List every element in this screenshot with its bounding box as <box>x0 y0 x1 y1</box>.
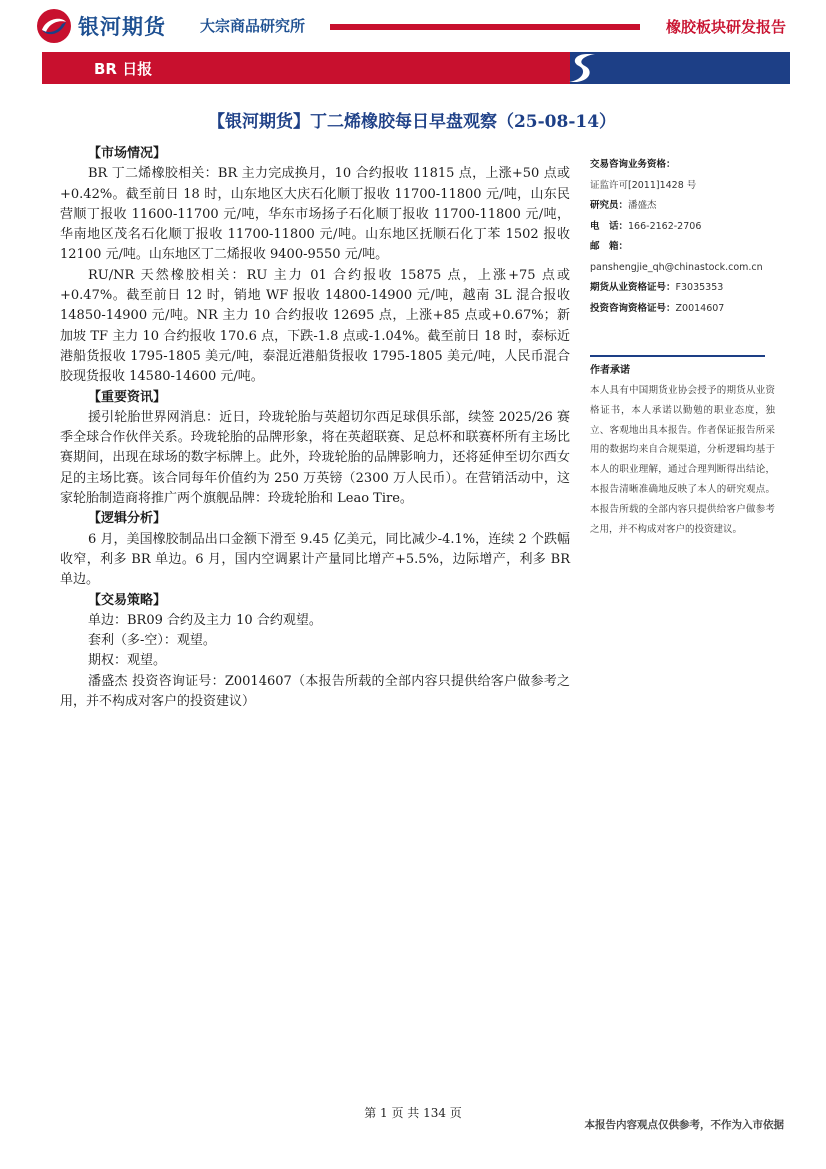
analyst-note: 潘盛杰 投资咨询证号：Z0014607（本报告所载的全部内容只提供给客户做参考之用，并不构成对客户的投资建议） <box>60 673 570 710</box>
header-red-rule <box>330 24 640 30</box>
invest-cert-number: Z0014607 <box>675 302 725 314</box>
paragraph-nr-market: RU/NR 天然橡胶相关：RU 主力 01 合约报收 15875 点，上涨+75 点或+0.47%。截至前日 12 时，销地 WF 报收 14800-14900 元/吨，越南 3L 混合报收 14850-14900 元/吨。NR 主力 10 合约报收 12695 点，上涨+85 点或+0.67%；新加坡 TF 主力 10 合约报收 170.6 点，下跌-1.8 点或-1.04%。截至前日 18 时，泰标近港船货报收 1795-1805 美元/吨，泰混近港船货报收 1795-1805 美元/吨，人民币混合胶现货报收 14580-14600 元/吨。 <box>60 267 570 385</box>
researcher-name: 潘盛杰 <box>628 200 657 211</box>
page-number: 第 1 页 共 134 页 <box>364 1106 462 1120</box>
sidebar-analyst-info <box>590 155 780 539</box>
qualification-label: 交易咨询业务资格： <box>590 159 676 170</box>
phone-label: 电 话： <box>590 220 629 232</box>
researcher-label: 研究员： <box>590 200 629 211</box>
company-name: 银河期货 <box>78 15 166 39</box>
futures-cert-number: F3035353 <box>675 282 724 293</box>
pledge-heading: 作者承诺 <box>590 365 630 376</box>
paragraph-logic: 6 月，美国橡胶制品出口金额下滑至 9.45 亿美元，同比减少-4.1%，连续 2 个跌幅收窄，利多 BR 单边。6 月，国内空调累计产量同比增产+5.5%，边际增产，利多 BR 单边。 <box>60 531 570 588</box>
strategy-options: 期权：观望。 <box>88 653 167 669</box>
invest-cert-label: 投资咨询资格证号： <box>590 302 676 314</box>
license-number: 证监许可[2011]1428 号 <box>590 179 697 191</box>
email-address[interactable]: panshengjie_qh@chinastock.com.cn <box>590 261 763 273</box>
report-body <box>60 144 570 712</box>
report-type: 橡胶板块研发报告 <box>665 18 786 36</box>
paragraph-br-market: BR 丁二烯橡胶相关：BR 主力完成换月，10 合约报收 11815 点，上涨+50 点或+0.42%。截至前日 18 时，山东地区大庆石化顺丁报收 11700-11800 元/吨，山东民营顺丁报收 11600-11700 元/吨，华东市场扬子石化顺丁报收 11700-11800 元/吨，华南地区茂名石化顺丁报收 11700-11800 元/吨。山东地区抚顺石化丁苯 1502 报收 12100 元/吨。山东地区丁二烯报收 9400-9550 元/吨。 <box>60 166 570 263</box>
company-logo <box>36 8 186 44</box>
section-heading-market: 【市场情况】 <box>88 146 167 161</box>
section-heading-logic: 【逻辑分析】 <box>88 511 167 527</box>
sidebar-divider <box>590 355 765 357</box>
paragraph-news: 援引轮胎世界网消息：近日，玲珑轮胎与英超切尔西足球俱乐部，续签 2025/26 赛季全球合作伙伴关系。玲珑轮胎的品牌形象，将在英超联赛、足总杯和联赛杯所有主场比赛期间，出现在球场的数字标牌上。此外，玲珑轮胎的品牌影响力，还将延伸至切尔西女足的主场比赛。该合同每年价值约为 250 万英镑（2300 万人民币）。在营销活动中，这家轮胎制造商将推广两个旗舰品牌：玲珑轮胎和 Leao Tire。 <box>60 409 570 507</box>
page-title: 【银河期货】丁二烯橡胶每日早盘观察（25-08-14） <box>207 112 617 132</box>
disclaimer-note: 本报告内容观点仅供参考，不作为入市依据 <box>584 1119 784 1131</box>
galaxy-logo-icon <box>36 8 72 44</box>
section-heading-strategy: 【交易策略】 <box>88 592 167 608</box>
strategy-single: 单边：BR09 合约及主力 10 合约观望。 <box>88 612 322 628</box>
banner-title: BR 日报 <box>94 60 153 78</box>
futures-cert-label: 期货从业资格证号： <box>590 282 676 293</box>
swoosh-icon <box>557 52 607 84</box>
strategy-arbitrage: 套利（多-空）：观望。 <box>88 633 216 649</box>
institute-name: 大宗商品研究所 <box>200 17 306 35</box>
report-banner <box>42 52 790 84</box>
pledge-text: 本人具有中国期货业协会授予的期货从业资格证书，本人承诺以勤勉的职业态度，独立、客观地出具本报告。作者保证报告所采用的数据均来自合规渠道，分析逻辑均基于本人的职业理解，通过合理判断得出结论，本报告清晰准确地反映了本人的研究观点。本报告所载的全部内容只提供给客户做参考之用，并不构成对客户的投资建议。 <box>590 385 775 535</box>
section-heading-news: 【重要资讯】 <box>88 389 167 405</box>
phone-number: 166-2162-2706 <box>628 220 702 232</box>
email-label: 邮 箱： <box>590 241 629 252</box>
